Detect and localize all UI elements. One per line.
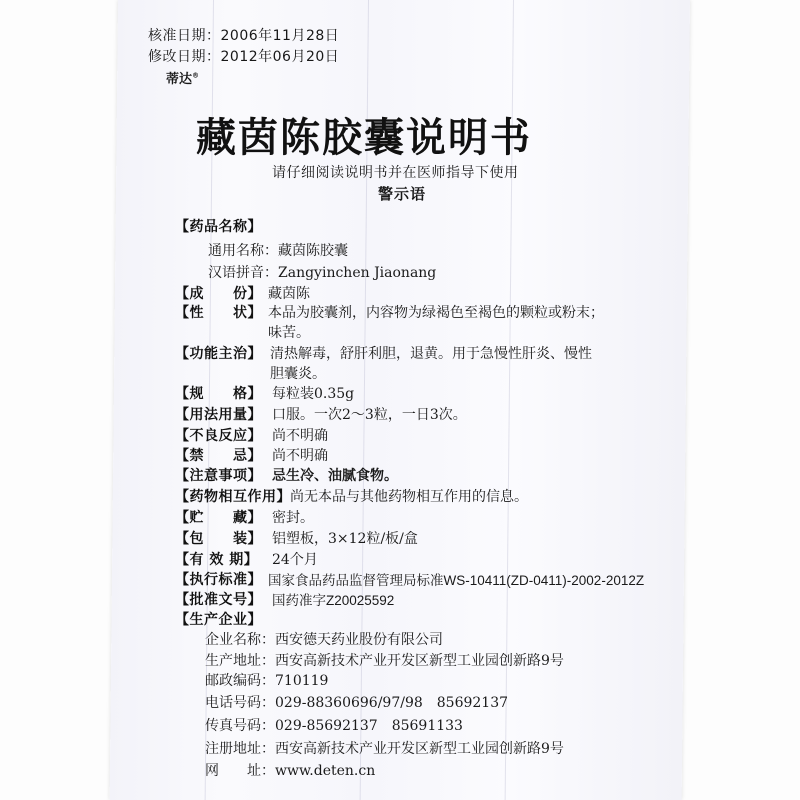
properties-label: 【性 状】: [175, 305, 262, 321]
adverse-reactions-value: 尚不明确: [272, 428, 328, 444]
warning-heading: 警示语: [378, 185, 427, 203]
standard-value: 国家食品药品监督管理局标准WS-10411(ZD-0411)-2002-2012Z: [268, 573, 645, 588]
website: 网 址：www.deten.cn: [205, 763, 376, 779]
contraindications-label: 【禁 忌】: [175, 448, 262, 464]
adverse-reactions-label: 【不良反应】: [175, 428, 262, 444]
dosage-label: 【用法用量】: [175, 407, 262, 423]
ingredients-label: 【成 份】: [175, 286, 262, 302]
approval-date: 核准日期：2006年11月28日: [148, 28, 340, 44]
packaging-value: 铝塑板，3×12粒/板/盒: [272, 531, 418, 547]
document-title: 藏茵陈胶囊说明书: [196, 115, 532, 161]
generic-name: 通用名称：藏茵陈胶囊: [208, 243, 348, 259]
storage-value: 密封。: [272, 510, 314, 526]
contraindications-value: 尚不明确: [272, 448, 328, 464]
pinyin-name: 汉语拼音：Zangyinchen Jiaonang: [208, 265, 437, 281]
precautions-value: 忌生冷、油腻食物。: [272, 468, 398, 484]
storage-label: 【贮 藏】: [175, 510, 262, 526]
interactions-label: 【药物相互作用】: [175, 489, 291, 505]
postcode: 邮政编码：710119: [205, 673, 329, 689]
usage-notice: 请仔细阅读说明书并在医师指导下使用: [272, 165, 519, 181]
company-name: 企业名称：西安德天药业股份有限公司: [205, 632, 443, 648]
precautions-label: 【注意事项】: [175, 468, 262, 484]
revision-date: 修改日期：2012年06月20日: [148, 49, 340, 65]
drug-name-label: 【药品名称】: [175, 219, 262, 235]
brand-logo-text: [166, 68, 199, 87]
packaging-label: 【包 装】: [175, 531, 262, 547]
brand-name: 蒂达: [166, 72, 193, 87]
registered-address: 注册地址：西安高新技术产业开发区新型工业园创新路9号: [205, 741, 564, 757]
manufacturer-label: 【生产企业】: [175, 612, 262, 628]
standard-label: 【执行标准】: [175, 572, 262, 588]
specification-label: 【规 格】: [175, 386, 262, 402]
indications-label: 【功能主治】: [175, 346, 262, 362]
approval-number-value: 国药准字Z20025592: [272, 593, 395, 608]
ingredients-value: 藏茵陈: [268, 286, 310, 302]
specification-value: 每粒装0.35g: [272, 386, 355, 402]
production-address: 生产地址：西安高新技术产业开发区新型工业园创新路9号: [205, 653, 564, 669]
indications-line-1: 清热解毒，舒肝利胆，退黄。用于急慢性肝炎、慢性: [270, 346, 592, 362]
indications-line-2: 胆囊炎。: [270, 366, 326, 382]
phone-number: 电话号码：029-88360696/97/98 85692137: [205, 695, 509, 711]
interactions-value: 尚无本品与其他药物相互作用的信息。: [290, 489, 528, 505]
validity-value: 24个月: [272, 552, 318, 568]
approval-number-label: 【批准文号】: [175, 592, 262, 608]
properties-line-1: 本品为胶囊剂，内容物为绿褐色至褐色的颗粒或粉末；: [268, 305, 604, 321]
registered-mark: ®: [192, 71, 200, 80]
dosage-value: 口服。一次2～3粒，一日3次。: [272, 407, 467, 423]
validity-label: 【有 效 期】: [175, 552, 259, 568]
fax-number: 传真号码：029-85692137 85691133: [205, 718, 463, 734]
properties-line-2: 味苦。: [268, 325, 310, 341]
